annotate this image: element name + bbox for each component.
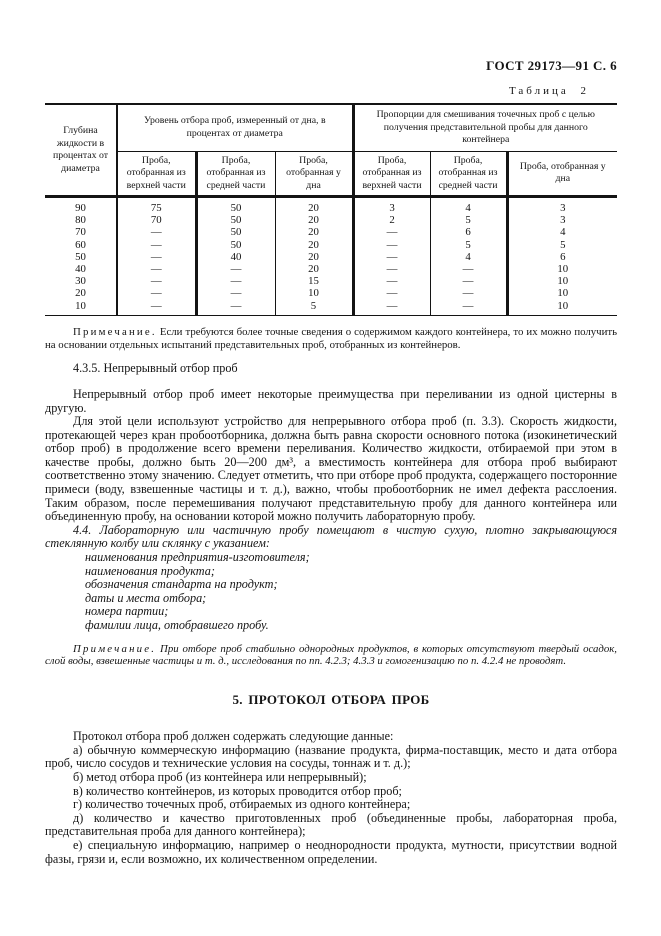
table-cell: — [117,275,196,287]
table-cell: — [353,300,430,316]
table-cell: 3 [507,197,617,215]
table-cell: 40 [196,251,275,263]
table-cell: — [196,287,275,299]
table-row [45,239,617,251]
table-cell: — [353,263,430,275]
table-cell: 2 [353,214,430,226]
list-item: а) обычную коммерческую информацию (название продукта, фирма-поставщик, место и дата отбора проб, число сосудов и технические условия на сосуды, тоннаж и т. д.); [45,742,617,771]
table-cell: 20 [275,263,353,275]
column-header-top-proportion: Проба, отобранная из верхней части [353,151,430,197]
doc-reference: ГОСТ 29173—91 С. 6 [486,58,617,73]
note-text: Если требуются более точные сведения о содержимом каждого контейнера, то их можно получить на основании отдельных испытаний представительных проб, отобранных из контейнеров. [45,325,617,351]
table-cell: — [117,239,196,251]
column-header-depth: Глубина жидкости в процентах от диаметра [45,104,117,197]
table-cell: 70 [117,214,196,226]
table-cell: — [353,251,430,263]
table-cell: — [353,287,430,299]
table-row [45,226,617,238]
table-row [45,251,617,263]
section-5-list [45,744,617,866]
table-cell: 50 [196,214,275,226]
note-label: Примечание. [73,325,157,338]
table-cell: 5 [430,239,507,251]
table-cell: 20 [275,239,353,251]
table-cell: 10 [507,287,617,299]
table-cell: — [430,300,507,316]
table-cell: 90 [75,202,86,214]
table-cell: 10 [75,299,86,312]
section-4-4-intro: 4.4. Лабораторную или частичную пробу помещают в чистую сухую, плотно закрывающуюся стеклянную колбу или склянку с указанием: [45,522,617,551]
list-item: обозначения стандарта на продукт; [85,577,278,592]
table-cell: 50 [196,239,275,251]
column-header-bottom-proportion: Проба, отобранная у дна [507,151,617,197]
table-cell: 40 [75,263,86,276]
table-row [45,275,617,287]
table-cell: 50 [196,197,275,215]
table-cell: 6 [430,226,507,238]
section-5-intro: Протокол отбора проб должен содержать следующие данные: [73,729,394,744]
table-cell: 75 [117,197,196,215]
table-cell: — [430,263,507,275]
column-header-middle-sample: Проба, отобранная из средней части [196,151,275,197]
table-cell: 20 [275,251,353,263]
table-cell: — [196,263,275,275]
list-item: е) специальную информацию, например о неоднородности продукта, мутности, присутствии водной фазы, грязи и, если возможно, их количественном определении. [45,837,617,866]
table-row [45,263,617,275]
list-item: в) количество контейнеров, из которых проводится отбор проб; [73,783,402,798]
list-item: б) метод отбора проб (из контейнера или непрерывный); [73,769,367,784]
table-cell: 20 [275,226,353,238]
list-item: наименования продукта; [85,563,215,578]
list-item: наименования предприятия-изготовителя; [85,550,310,565]
table-cell: — [117,287,196,299]
table-cell: 5 [507,239,617,251]
list-item: номера партии; [85,604,169,619]
table-row [45,214,617,226]
table-cell: — [353,226,430,238]
column-group-level: Уровень отбора проб, измеренный от дна, в процентах от диаметра [117,104,353,151]
column-header-top-sample: Проба, отобранная из верхней части [117,151,196,197]
table-cell: — [117,251,196,263]
table-cell: — [196,300,275,316]
table-cell: 6 [507,251,617,263]
list-item: д) количество и качество приготовленных проб (объединенные пробы, лабораторная проба, представительная проба для данного контейнера); [45,810,617,839]
table-cell: 10 [507,275,617,287]
table-cell: — [117,263,196,275]
table-cell: — [196,275,275,287]
table-cell: 4 [430,251,507,263]
column-header-middle-proportion: Проба, отобранная из средней части [430,151,507,197]
table-cell: 10 [507,300,617,316]
list-item: фамилии лица, отобравшего пробу. [85,618,269,632]
table-cell: 10 [507,263,617,275]
table-cell: 60 [75,238,86,251]
table-cell: — [353,275,430,287]
table-cell: — [430,287,507,299]
section-5-title: 5. ПРОТОКОЛ ОТБОРА ПРОБ [232,692,430,708]
list-item: даты и места отбора; [85,590,207,605]
table-cell: 3 [353,197,430,215]
table-cell: — [353,239,430,251]
sampling-table [45,103,617,316]
table-row [45,197,617,215]
table-cell: 5 [430,214,507,226]
table-cell: 20 [75,287,86,300]
table-cell: 30 [75,275,86,288]
section-4-3-5-paragraph-2: Для этой цели используют устройство для непрерывного отбора проб (п. 3.3). Скорость жидкости, протекающей через кран пробоотборника, должна быть равна скорости основного потока (изокинетический отбор проб) в продолжение всего времени переливания. Количество жидкости, отбираемой при этом в качестве пробы, должно быть 20—200 дм³, а вместимость контейнера для отбора проб выбирают соответственно этому значению. Следует отметить, что при отборе проб продукта, содержащего посторонние примеси (воду, взвешенные частицы и т. д.), важно, чтобы пробоотборник не имел дефекта расслоения. Таким образом, после перемешивания получают представительную пробу для данного контейнера или объединенную пробу, на основании которой можно получить лабораторную пробу. [45,414,617,524]
table-cell: 20 [275,197,353,215]
table-cell: 70 [75,226,86,239]
note-label: Примечание. [73,642,157,655]
table-cell: 50 [75,250,86,263]
table-cell: 15 [275,275,353,287]
section-4-3-5-title: 4.3.5. Непрерывный отбор проб [73,361,238,376]
table-cell: 10 [275,287,353,299]
sampling-table-head [45,104,617,197]
table-cell: — [117,300,196,316]
section-4-3-5-paragraph-1: Непрерывный отбор проб имеет некоторые преимущества при переливании из одной цистерны в другую. [45,386,617,415]
table-cell: 5 [275,300,353,316]
table-caption: Таблица 2 [508,85,589,97]
table-cell: 80 [75,214,86,227]
table-row [45,300,617,316]
table-cell: 4 [430,197,507,215]
table-cell: — [117,226,196,238]
table-cell: 4 [507,226,617,238]
column-header-bottom-sample: Проба, отобранная у дна [275,151,353,197]
column-group-proportions: Пропорции для смешивания точечных проб с целью получения представительной пробы для данного контейнера [353,104,617,151]
table-cell: — [430,275,507,287]
section-4-4-list [45,551,617,633]
list-item: г) количество точечных проб, отбираемых из одного контейнера; [73,797,411,812]
table-cell: 20 [275,214,353,226]
sampling-table-body [45,197,617,316]
table-cell: 50 [196,226,275,238]
table-note [45,326,617,352]
note-text: При отборе проб стабильно однородных продуктов, в которых отсутствуют твердый осадок, слой воды, взвешенные частицы и т. д., исследования по пп. 4.2.3; 4.3.3 и гомогенизацию по п. 4.2.4 не проводят. [45,642,617,668]
table-row [45,287,617,299]
table-cell: 3 [507,214,617,226]
section-4-4-note [45,643,617,669]
